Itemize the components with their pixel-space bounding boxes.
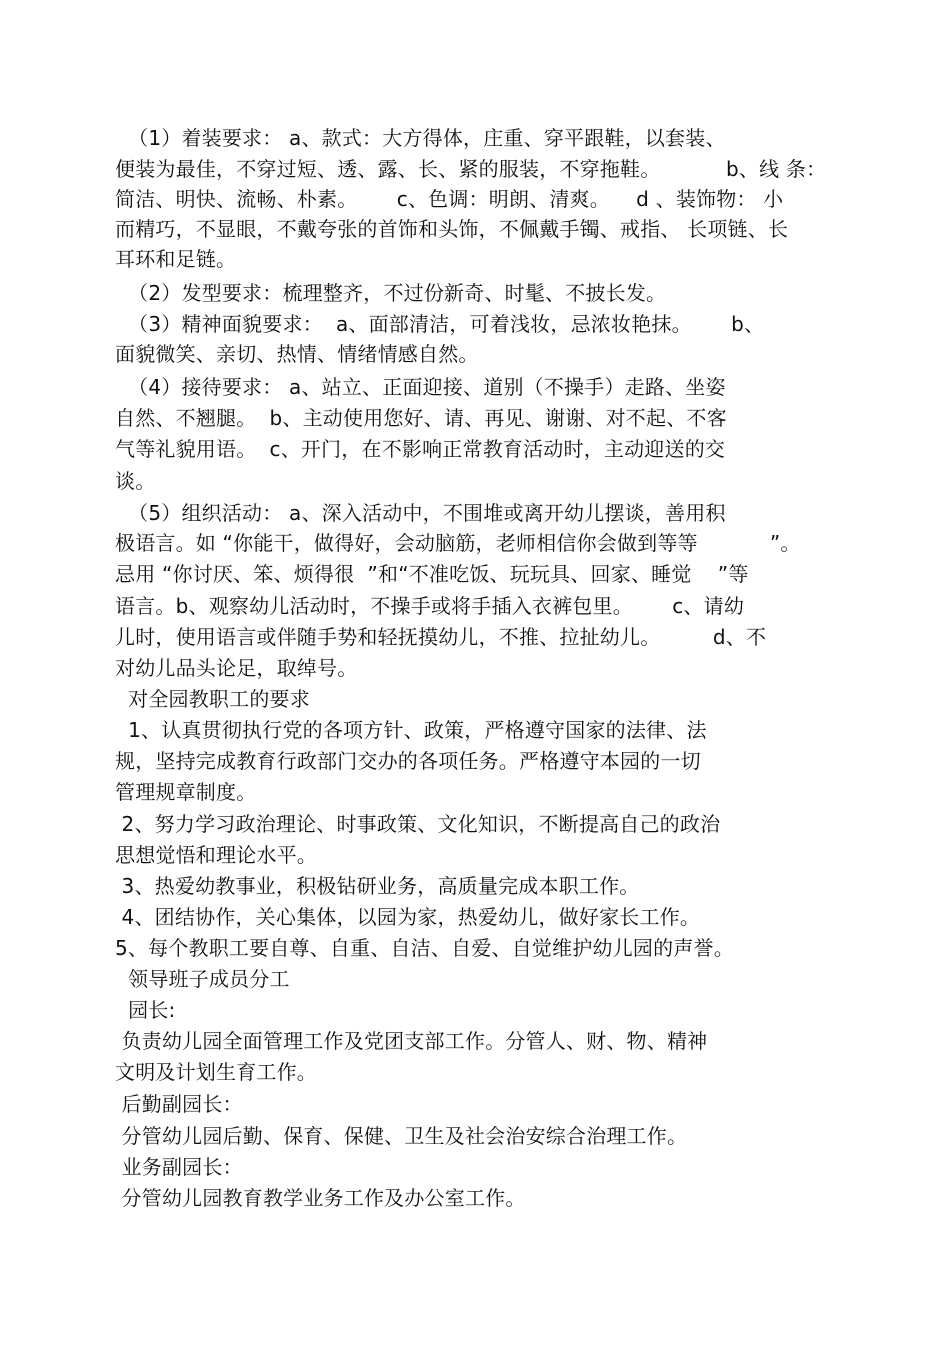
text-line: 负责幼儿园全面管理工作及党团支部工作。分管人、财、物、精神	[115, 1029, 708, 1053]
text-line: 忌用 “你讨厌、笨、烦得很 ”和“不准吃饭、玩玩具、回家、睡觉 ”等	[115, 562, 749, 586]
section-heading: 对全园教职工的要求	[115, 687, 310, 711]
text-line: 思想觉悟和理论水平。	[115, 843, 317, 867]
text-line: 谈。	[115, 469, 156, 493]
text-line: 自然、不翘腿。 b、主动使用您好、请、再见、谢谢、对不起、不客	[115, 406, 727, 430]
text-line: 分管幼儿园后勤、保育、保健、卫生及社会治安综合治理工作。	[115, 1124, 688, 1148]
text-line: （4）接待要求： a、站立、正面迎接、道别（不操手）走路、坐姿	[115, 375, 726, 399]
text-line: 规，坚持完成教育行政部门交办的各项任务。严格遵守本园的一切	[115, 749, 701, 773]
text-line: 耳环和足链。	[115, 247, 237, 271]
text-line: （3）精神面貌要求： a、面部清洁，可着浅妆，忌浓妆艳抹。 b、	[115, 312, 765, 336]
text-line: 后勤副园长：	[115, 1092, 243, 1116]
text-line: 园长:	[115, 998, 176, 1022]
text-line: 分管幼儿园教育教学业务工作及办公室工作。	[115, 1186, 526, 1210]
text-line: 语言。b、观察幼儿活动时，不操手或将手插入衣裤包里。 c、请幼	[115, 594, 745, 618]
text-line: （2）发型要求：梳理整齐，不过份新奇、时髦、不披长发。	[115, 281, 667, 305]
text-line: 极语言。如 “你能干，做得好，会动脑筋，老师相信你会做到等等 ”。	[115, 531, 801, 555]
text-line: 面貌微笑、亲切、热情、情绪情感自然。	[115, 342, 479, 366]
text-line: 管理规章制度。	[115, 780, 257, 804]
text-line: 文明及计划生育工作。	[115, 1060, 317, 1084]
text-line: 而精巧，不显眼，不戴夸张的首饰和头饰，不佩戴手镯、戒指、 长项链、长	[115, 217, 789, 241]
text-line: 简洁、明快、流畅、朴素。 c、色调：明朗、清爽。 d 、装饰物： 小	[115, 187, 784, 211]
text-line: 业务副园长：	[115, 1155, 243, 1179]
text-line: 对幼儿品头论足，取绰号。	[115, 656, 358, 680]
text-line: 3、热爱幼教事业，积极钻研业务，高质量完成本职工作。	[115, 874, 640, 898]
text-line: （1）着装要求： a、款式：大方得体，庄重、穿平跟鞋，以套装、	[115, 126, 726, 150]
text-line: 5、每个教职工要自尊、自重、自洁、自爱、自觉维护幼儿园的声誉。	[115, 936, 734, 960]
text-line: 4、团结协作，关心集体，以园为家，热爱幼儿，做好家长工作。	[115, 905, 701, 929]
section-heading: 领导班子成员分工	[115, 967, 290, 991]
text-line: 便装为最佳，不穿过短、透、露、长、紧的服装，不穿拖鞋。 b、线 条：	[115, 157, 827, 181]
text-line: 儿时，使用语言或伴随手势和轻抚摸幼儿，不推、拉扯幼儿。 d、不	[115, 625, 767, 649]
text-line: 气等礼貌用语。 c、开门，在不影响正常教育活动时，主动迎送的交	[115, 437, 726, 461]
text-line: （5）组织活动： a、深入活动中，不围堆或离开幼儿摆谈，善用积	[115, 501, 726, 525]
text-line: 2、努力学习政治理论、时事政策、文化知识，不断提高自己的政治	[115, 812, 721, 836]
text-line: 1、认真贯彻执行党的各项方针、政策，严格遵守国家的法律、法	[115, 718, 707, 742]
